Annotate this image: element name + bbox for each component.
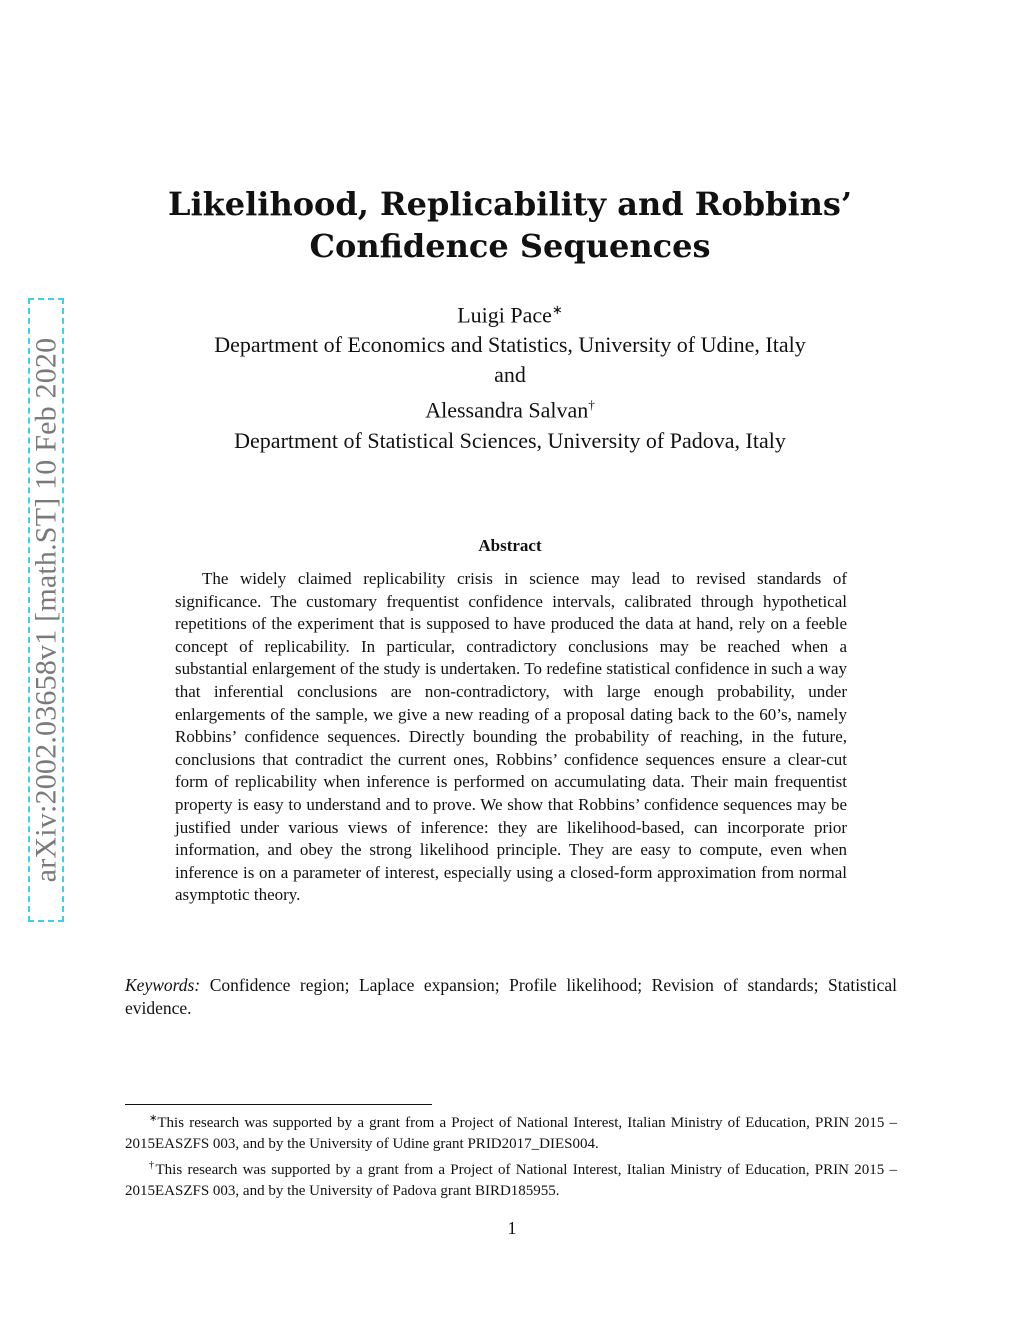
title-line-1: Likelihood, Replicability and Robbins’	[167, 185, 853, 223]
author-2-footnote-mark: †	[588, 397, 595, 413]
footnote-2-text: This research was supported by a grant from a Project of National Interest, Italian Ministry of Education, PRIN 2015 – 2015EASZFS 003, and by the University of Padova grant BIRD185955.	[125, 1162, 898, 1199]
footnotes	[125, 1108, 897, 1202]
paper-title	[120, 183, 900, 267]
arxiv-identifier: arXiv:2002.03658v1 [math.ST] 10 Feb 2020	[29, 337, 62, 883]
author-2-affiliation: Department of Statistical Sciences, University of Padova, Italy	[234, 427, 786, 453]
abstract-body: The widely claimed replicability crisis in science may lead to revised standards of significance. The customary frequentist confidence intervals, calibrated through hypothetical repetitions of the experiment that is supposed to have produced the data at hand, rely on a feeble concept of replicability. In particular, contradictory conclusions may be reached when a substantial enlargement of the study is undertaken. To redefine statistical confidence in such a way that inferential conclusions are non-contradictory, with large enough probability, under enlargements of the sample, we give a new reading of a proposal dating back to the 60’s, namely Robbins’ confidence sequences. Directly bounding the probability of reaching, in the future, conclusions that contradict the current ones, Robbins’ confidence sequences ensure a clear-cut form of replicability when inference is performed on accumulating data. Their main frequentist property is easy to understand and to prove. We show that Robbins’ confidence sequences may be justified under various views of inference: they are likelihood-based, can incorporate prior information, and obey the strong likelihood principle. They are easy to compute, even when inference is on a parameter of interest, especially using a closed-form approximation from normal asymptotic theory.	[175, 569, 847, 905]
author-1-footnote-mark: ∗	[551, 302, 563, 317]
author-1-affiliation: Department of Economics and Statistics, University of Udine, Italy	[214, 332, 806, 358]
author-1-name: Luigi Pace	[457, 302, 552, 328]
abstract-heading: Abstract	[478, 536, 542, 555]
footnote-1-mark: ∗	[149, 1113, 158, 1124]
page-number: 1	[507, 1218, 517, 1238]
keywords-label: Keywords:	[125, 975, 201, 995]
keywords	[125, 974, 897, 1020]
footnote-divider	[125, 1104, 432, 1105]
footnote-2-mark: †	[149, 1160, 156, 1171]
author-conjunction: and	[494, 362, 526, 388]
title-line-2: Confidence Sequences	[309, 227, 711, 265]
author-block	[120, 295, 900, 456]
author-2	[120, 390, 900, 425]
footnote-2	[125, 1155, 897, 1202]
author-1	[120, 295, 900, 330]
footnote-1	[125, 1108, 897, 1155]
arxiv-stamp	[28, 298, 64, 922]
author-2-name: Alessandra Salvan	[425, 397, 589, 423]
footnote-1-text: This research was supported by a grant from a Project of National Interest, Italian Ministry of Education, PRIN 2015 – 2015EASZFS 003, and by the University of Udine grant PRID2017_DIES004.	[125, 1115, 897, 1152]
keywords-text: Confidence region; Laplace expansion; Profile likelihood; Revision of standards; Statistical evidence.	[125, 975, 897, 1018]
